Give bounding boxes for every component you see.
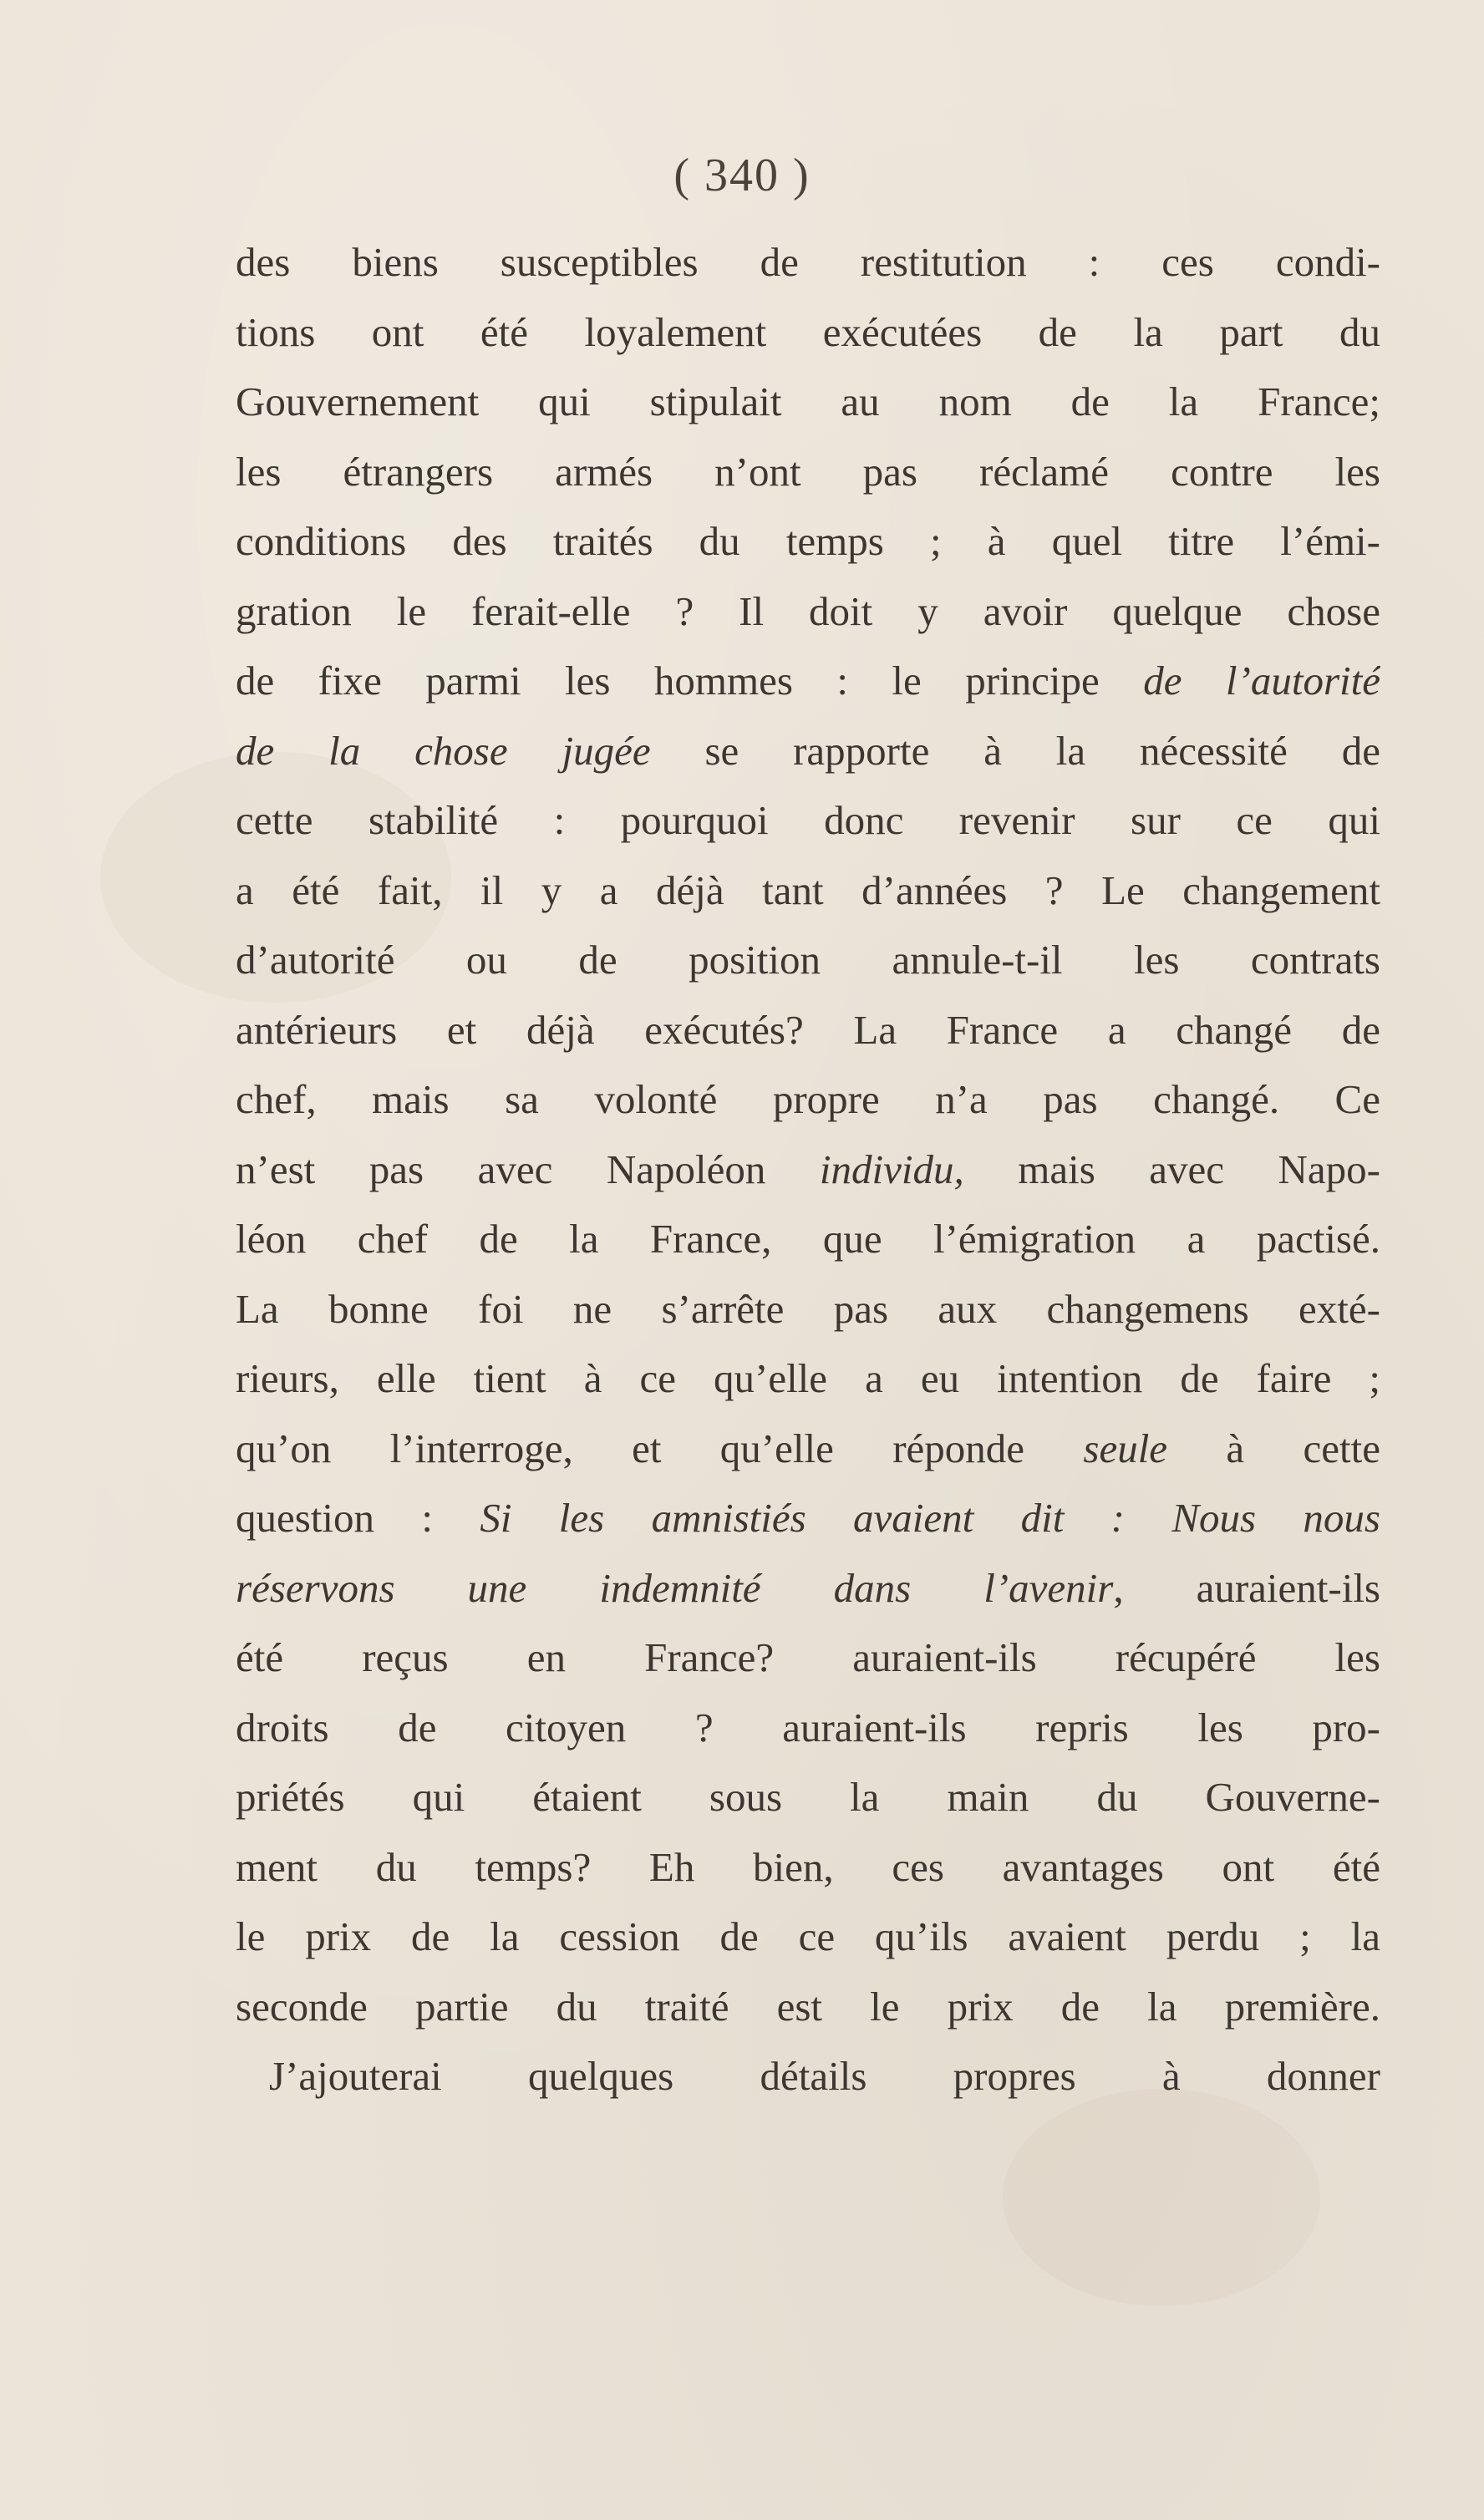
text-line: gration le ferait-elle ? Il doit y avoir quelque chose — [236, 587, 1380, 634]
italic-phrase: seule — [1083, 1425, 1168, 1471]
text-line: La bonne foi ne s’arrête pas aux changemens exté- — [236, 1285, 1380, 1332]
text-line: tions ont été loyalement exécutées de la part du — [236, 308, 1380, 355]
italic-phrase: individu, — [819, 1146, 964, 1192]
text-line: de la chose jugée se rapporte à la nécessité de — [236, 727, 1380, 774]
text-line: a été fait, il y a déjà tant d’années ? Le changement — [236, 866, 1380, 913]
text-line: cette stabilité : pourquoi donc revenir sur ce qui — [236, 797, 1380, 843]
text-line: chef, mais sa volonté propre n’a pas changé. Ce — [236, 1076, 1380, 1122]
text-line: n’est pas avec Napoléon individu, mais avec Napo- — [236, 1146, 1380, 1192]
text-line: droits de citoyen ? auraient-ils repris les pro- — [236, 1704, 1380, 1750]
text-line: le prix de la cession de ce qu’ils avaient perdu ; la — [236, 1913, 1380, 1959]
text-line: d’autorité ou de position annule-t-il les contrats — [236, 937, 1380, 983]
text-line: priétés qui étaient sous la main du Gouverne- — [236, 1774, 1380, 1820]
text-line: des biens susceptibles de restitution : ces condi- — [236, 239, 1380, 285]
text-line: les étrangers armés n’ont pas réclamé contre les — [236, 448, 1380, 495]
italic-phrase: Si les amnistiés avaient dit : Nous nous — [480, 1495, 1380, 1541]
italic-phrase: de l’autorité — [1143, 658, 1380, 704]
text-line: de fixe parmi les hommes : le principe de l’autorité — [236, 658, 1380, 704]
text-line: rieurs, elle tient à ce qu’elle a eu intention de faire ; — [236, 1355, 1380, 1401]
text-line: été reçus en France? auraient-ils récupéré les — [236, 1634, 1380, 1680]
text-line: qu’on l’interroge, et qu’elle réponde seule à cette — [236, 1425, 1380, 1471]
text-line: antérieurs et déjà exécutés? La France a changé de — [236, 1006, 1380, 1053]
text-line: réservons une indemnité dans l’avenir, auraient-ils — [236, 1564, 1380, 1611]
text-line: Gouvernement qui stipulait au nom de la France; — [236, 379, 1380, 424]
italic-phrase: de la chose jugée — [236, 727, 651, 774]
italic-phrase: réservons une indemnité dans l’avenir — [236, 1564, 1114, 1611]
page-number: ( 340 ) — [673, 150, 811, 201]
text-line: léon chef de la France, que l’émigration a pactisé. — [236, 1216, 1380, 1262]
body-text — [236, 227, 1380, 2111]
text-line: J’ajouterai quelques détails propres à donner — [269, 2053, 1380, 2099]
text-line: question : Si les amnistiés avaient dit : Nous nous — [236, 1495, 1380, 1541]
text-line: ment du temps? Eh bien, ces avantages ont été — [236, 1843, 1380, 1890]
text-line: seconde partie du traité est le prix de la première. — [236, 1983, 1380, 2030]
text-line: conditions des traités du temps ; à quel titre l’émi- — [236, 518, 1380, 564]
paper-stain — [1003, 2089, 1320, 2306]
